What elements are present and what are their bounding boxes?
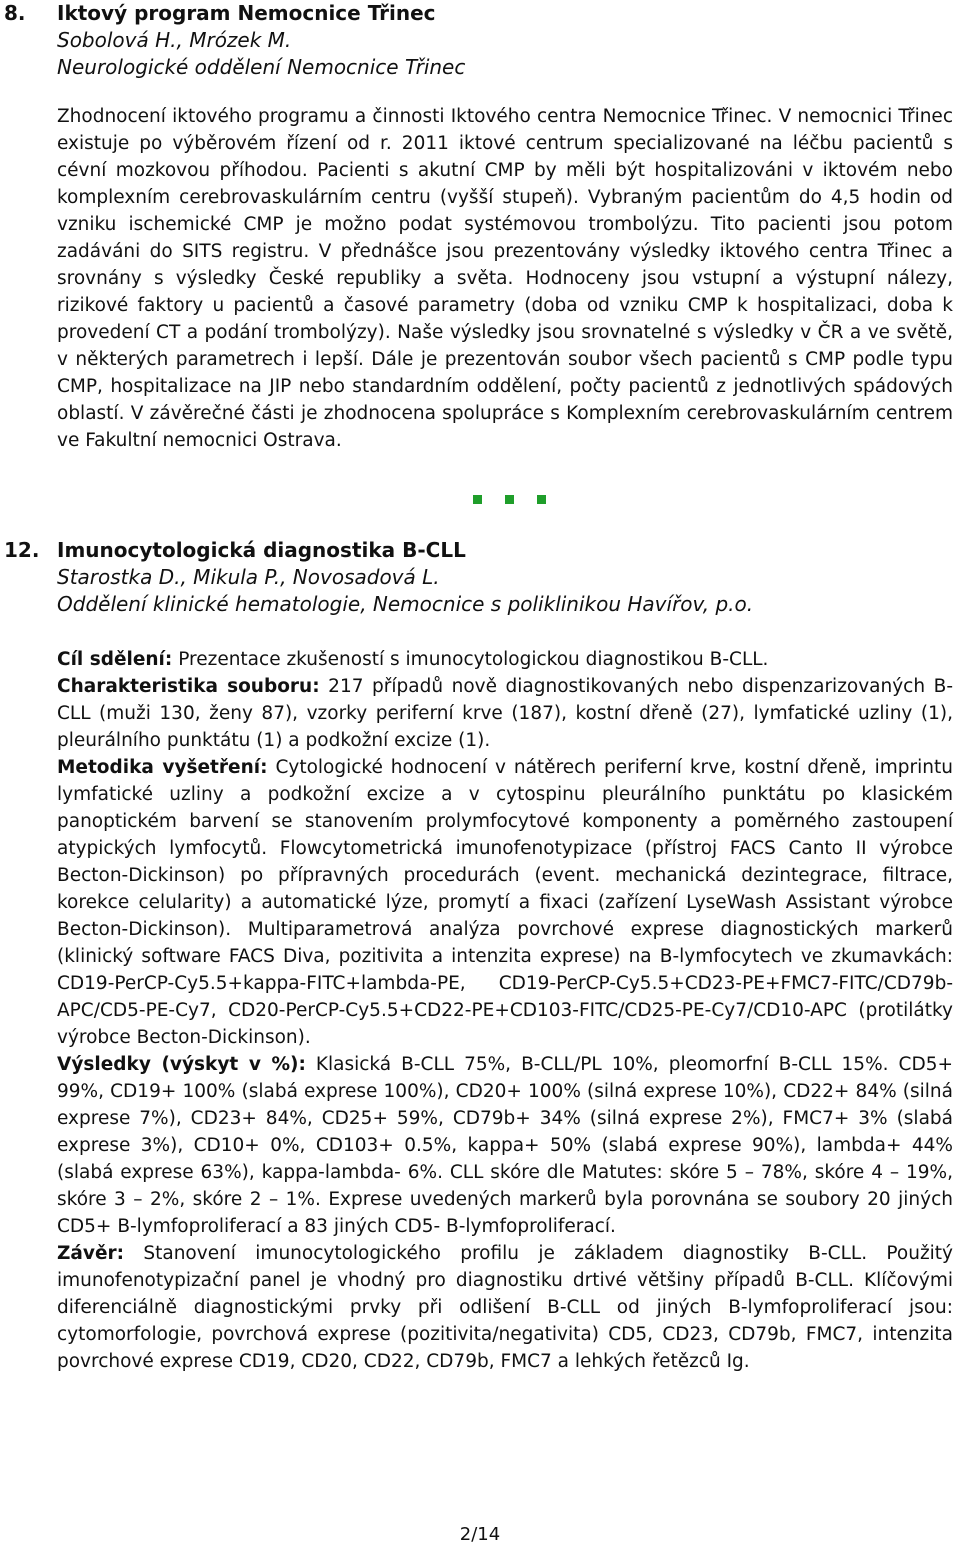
section-separator <box>473 495 546 504</box>
results-paragraph <box>0 1051 960 1240</box>
methods-paragraph <box>0 754 960 1051</box>
section-8-number: 8. <box>4 1 26 25</box>
separator-square-icon <box>473 495 482 504</box>
section-12-title: Imunocytologická diagnostika B-CLL <box>57 538 466 562</box>
section-12-authors: Starostka D., Mikula P., Novosadová L. <box>57 565 440 589</box>
section-8-authors: Sobolová H., Mrózek M. <box>57 28 292 52</box>
section-12 <box>0 537 960 618</box>
goal-paragraph <box>0 646 960 673</box>
section-8-affiliation: Neurologické oddělení Nemocnice Třinec <box>57 55 466 79</box>
section-8-header <box>0 0 960 81</box>
section-12-header <box>0 537 960 618</box>
methods-label: Metodika vyšetření: <box>57 757 268 778</box>
cohort-text: 217 případů nově diagnostikovaných nebo dispenzarizovaných B-CLL (muži 130, ženy 87), vzorky periferní krve (187), kostní dřeně (27), lymfatické uzliny (1), pleurálního punktátu (1) a podkožní excize (1). <box>57 676 953 751</box>
cohort-label: Charakteristika souboru: <box>57 676 320 697</box>
section-12-affiliation: Oddělení klinické hematologie, Nemocnice s poliklinikou Havířov, p.o. <box>57 592 754 616</box>
section-12-body <box>0 646 960 1375</box>
results-text: Klasická B-CLL 75%, B-CLL/PL 10%, pleomorfní B-CLL 15%. CD5+ 99%, CD19+ 100% (slabá exprese 100%), CD20+ 100% (silná exprese 10%), CD22+ 84% (silná exprese 7%), CD23+ 84%, CD25+ 59%, CD79b+ 34% (silná exprese 2%), FMC7+ 3% (slabá exprese 3%), CD10+ 0%, CD103+ 0.5%, kappa+ 50% (slabá exprese 90%), lambda+ 44% (slabá exprese 63%), kappa-lambda- 6%. CLL skóre dle Matutes: skóre 5 – 78%, skóre 4 – 19%, skóre 3 – 2%, skóre 2 – 1%. Exprese uvedených markerů byla porovnána se soubory 20 jiných CD5+ B-lymfoproliferací a 83 jiných CD5- B-lymfoproliferací. <box>57 1054 953 1237</box>
cohort-paragraph <box>0 673 960 754</box>
conclusion-paragraph <box>0 1240 960 1375</box>
section-8-paragraph: Zhodnocení iktového programu a činnosti Iktového centra Nemocnice Třinec. V nemocnici Třinec existuje po výběrovém řízení od r. 2011 iktové centrum specializované na léčbu pacientů s cévní mozkovou příhodou. Pacienti s akutní CMP by měli být hospitalizováni v iktovém nebo komplexním cerebrovaskulárním centru (vyšší stupeň). Vybraným pacientům do 4,5 hodin od vzniku ischemické CMP je možno podat systémovou trombolýzu. Tito pacienti jsou potom zadáváni do SITS registru. V přednášce jsou prezentovány výsledky iktového centra Třinec a srovnány s výsledky České republiky a světa. Hodnoceny jsou vstupní a výstupní nálezy, rizikové faktory u pacientů a časové parametry (doba od vzniku CMP k hospitalizaci, doba k provedení CT a podání trombolýzy). Naše výsledky jsou srovnatelné s výsledky v ČR a ve světě, v některých parametrech i lepší. Dále je prezentován soubor všech pacientů s CMP podle typu CMP, hospitalizace na JIP nebo standardním oddělení, počty pacientů z jednotlivých spádových oblastí. V závěrečné části je zhodnocena spolupráce s Komplexním cerebrovaskulárním centrem ve Fakultní nemocnici Ostrava. <box>57 106 953 451</box>
section-8-title: Iktový program Nemocnice Třinec <box>57 1 436 25</box>
methods-text: Cytologické hodnocení v nátěrech periferní krve, kostní dřeně, imprintu lymfatické uzliny a podkožní excize a v cytospinu pleurálního punktátu po klasickém panoptickém barvení se stanovením prolymfocytové komponenty a poměrného zastoupení atypických lymfocytů. Flowcytometrická imunofenotypizace (přístroj FACS Canto II výrobce Becton-Dickinson) po přípravných procedurách (event. mechanická dezintegrace, filtrace, korekce celularity) a automatické lýze, promytí a fixaci (zařízení LyseWash Assistant výrobce Becton-Dickinson). Multiparametrová analýza povrchové exprese diagnostických markerů (klinický software FACS Diva, pozitivita a intenzita exprese) na B-lymfocytech ve zkumavkách: CD19-PerCP-Cy5.5+kappa-FITC+lambda-PE, CD19-PerCP-Cy5.5+CD23-PE+FMC7-FITC/CD79b-APC/CD5-PE-Cy7, CD20-PerCP-Cy5.5+CD22-PE+CD103-FITC/CD25-PE-Cy7/CD10-APC (protilátky výrobce Becton-Dickinson). <box>57 757 953 1048</box>
conclusion-text: Stanovení imunocytologického profilu je základem diagnostiky B-CLL. Použitý imunofenotypizační panel je vhodný pro diagnostiku drtivé většiny případů B-CLL. Klíčovými diferenciálně diagnostickými prvky při odlišení B-CLL od jiných B-lymfoproliferací jsou: cytomorfologie, povrchová exprese (pozitivita/negativita) CD5, CD23, CD79b, FMC7, intenzita povrchové exprese CD19, CD20, CD22, CD79b, FMC7 a lehkých řetězců Ig. <box>57 1243 953 1372</box>
page-number: 2/14 <box>459 1524 501 1545</box>
goal-text: Prezentace zkušeností s imunocytologickou diagnostikou B-CLL. <box>178 649 769 670</box>
separator-square-icon <box>505 495 514 504</box>
section-8 <box>0 0 960 81</box>
section-8-body <box>0 103 960 454</box>
results-label: Výsledky (výskyt v %): <box>57 1054 306 1075</box>
separator-square-icon <box>537 495 546 504</box>
goal-label: Cíl sdělení: <box>57 649 173 670</box>
section-12-number: 12. <box>4 538 40 562</box>
conclusion-label: Závěr: <box>57 1243 125 1264</box>
